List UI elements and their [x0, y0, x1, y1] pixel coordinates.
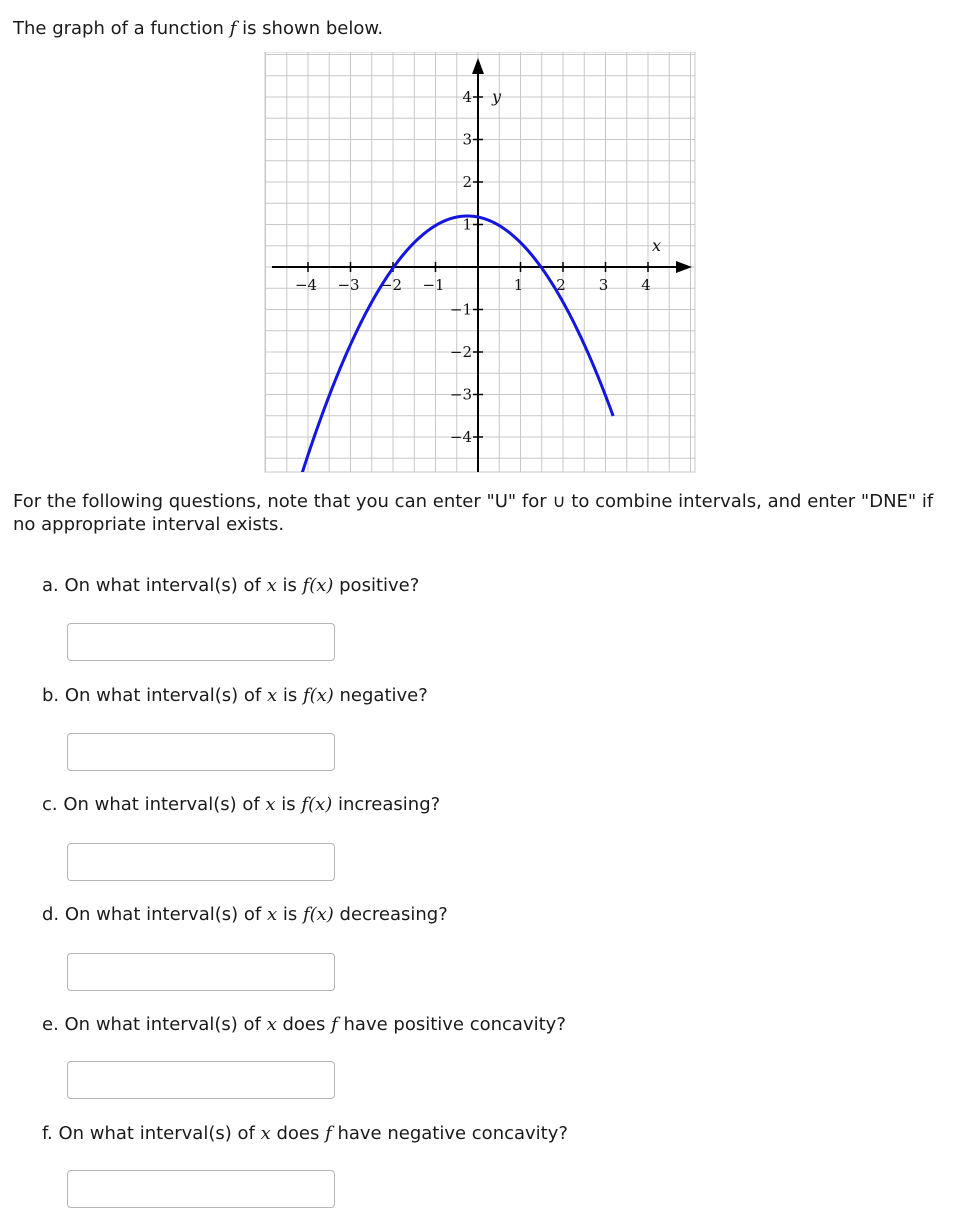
answer-input-e[interactable] — [67, 1061, 335, 1099]
y-tick-label: −1 — [449, 300, 472, 319]
x-tick-label: −1 — [422, 276, 445, 294]
x-tick-label: −3 — [337, 276, 360, 294]
y-tick-label: −4 — [449, 428, 472, 446]
x-tick-label: 4 — [641, 276, 651, 294]
intro-text: The graph of a function f is shown below. — [13, 18, 384, 39]
answer-input-b[interactable] — [67, 733, 335, 771]
answer-input-a[interactable] — [67, 623, 335, 661]
answer-input-d[interactable] — [67, 953, 335, 991]
y-tick-label: 4 — [462, 88, 472, 106]
x-tick-label: 3 — [598, 276, 609, 294]
y-tick-label: 1 — [462, 215, 472, 234]
y-tick-label: 3 — [462, 130, 472, 149]
x-tick-label: −4 — [294, 276, 318, 294]
x-tick-label: 2 — [556, 276, 566, 294]
answer-input-f[interactable] — [67, 1170, 335, 1208]
question-e: e. On what interval(s) of x does f have positive concavity? — [42, 1014, 566, 1035]
question-b: b. On what interval(s) of x is f(x) negative? — [42, 685, 428, 706]
x-axis-label: x — [652, 236, 662, 255]
y-tick-label: 2 — [462, 173, 472, 191]
x-axis-arrow — [676, 261, 692, 273]
question-f: f. On what interval(s) of x does f have negative concavity? — [42, 1123, 568, 1144]
function-graph — [260, 52, 700, 482]
answer-input-c[interactable] — [67, 843, 335, 881]
question-a: a. On what interval(s) of x is f(x) positive? — [42, 575, 420, 596]
question-d: d. On what interval(s) of x is f(x) decreasing? — [42, 904, 448, 925]
y-tick-label: −3 — [449, 385, 472, 404]
y-axis-label: y — [492, 87, 502, 106]
question-c: c. On what interval(s) of x is f(x) increasing? — [42, 794, 441, 815]
x-tick-label: −2 — [379, 276, 403, 294]
intro-var: f — [229, 18, 237, 39]
y-axis-arrow — [472, 58, 484, 74]
x-tick-label: 1 — [513, 276, 524, 294]
instructions-note: For the following questions, note that you can enter "U" for ∪ to combine intervals, and enter "DNE" if no appropriate interval exists. — [13, 491, 934, 535]
y-tick-label: −2 — [449, 343, 472, 361]
